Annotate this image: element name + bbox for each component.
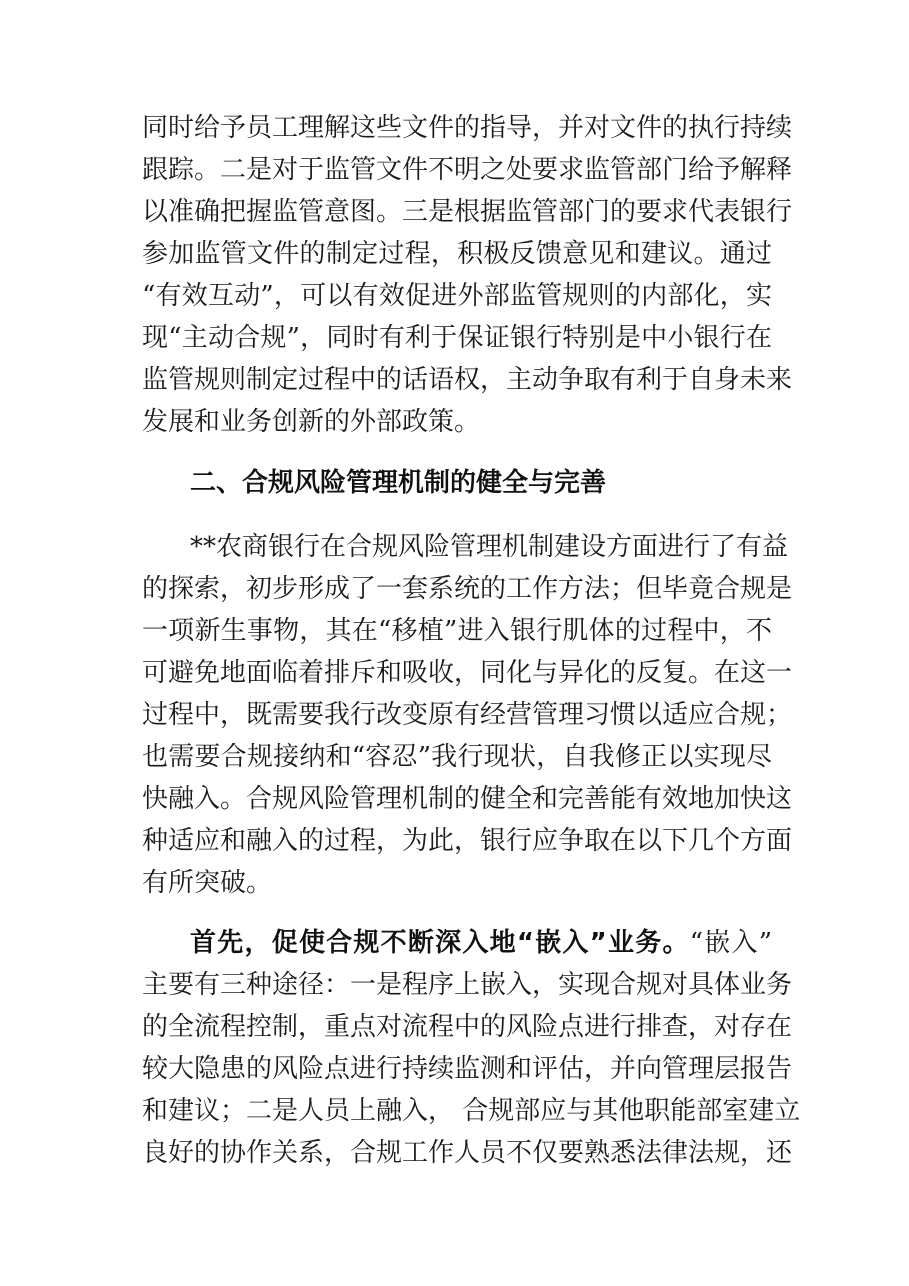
paragraph-1-line-3: 以准确把握监管意图。三是根据监管部门的要求代表银行 [142, 197, 793, 227]
paragraph-3-line-4: 较大隐患的风险点进行持续监测和评估，并向管理层报告 [142, 1054, 793, 1084]
paragraph-3-bold-lead: 首先，促使合规不断深入地“嵌入”业务。 [190, 928, 690, 958]
paragraph-1-line-8: 发展和业务创新的外部政策。 [142, 407, 481, 437]
paragraph-1-line-7: 监管规则制定过程中的话语权，主动争取有利于自身未来 [142, 365, 793, 395]
paragraph-3-line-3: 的全流程控制，重点对流程中的风险点进行排查，对存在 [142, 1012, 793, 1042]
paragraph-2-line-3: 一项新生事物，其在“移植”进入银行肌体的过程中，不 [142, 616, 772, 646]
paragraph-2-line-6: 也需要合规接纳和“容忍”我行现状，自我修正以实现尽 [142, 742, 772, 772]
paragraph-2-line-4: 可避免地面临着排斥和吸收，同化与异化的反复。在这一 [142, 658, 793, 688]
paragraph-1-line-5: “有效互动”，可以有效促进外部监管规则的内部化，实 [142, 281, 772, 311]
paragraph-2-line-7: 快融入。合规风险管理机制的健全和完善能有效地加快这 [142, 784, 793, 814]
paragraph-2-line-9: 有所突破。 [142, 868, 273, 898]
paragraph-2-line-1: **农商银行在合规风险管理机制建设方面进行了有益 [190, 532, 789, 562]
paragraph-1-line-6: 现“主动合规”，同时有利于保证银行特别是中小银行在 [142, 323, 772, 353]
paragraph-3-line-1 [190, 923, 772, 963]
paragraph-2-line-2: 的探索，初步形成了一套系统的工作方法；但毕竟合规是 [142, 574, 793, 604]
paragraph-1-line-2: 跟踪。二是对于监管文件不明之处要求监管部门给予解释 [142, 155, 793, 185]
section-heading: 二、合规风险管理机制的健全与完善 [190, 468, 607, 498]
paragraph-2-line-8: 种适应和融入的过程，为此，银行应争取在以下几个方面 [142, 826, 793, 856]
paragraph-3-line-6: 良好的协作关系，合规工作人员不仅要熟悉法律法规，还 [142, 1138, 793, 1168]
paragraph-1-line-4: 参加监管文件的制定过程，积极反馈意见和建议。通过 [142, 239, 772, 269]
paragraph-2-line-5: 过程中，既需要我行改变原有经营管理习惯以适应合规； [142, 700, 793, 730]
paragraph-3-line-2: 主要有三种途径：一是程序上嵌入，实现合规对具体业务 [142, 970, 793, 1000]
paragraph-3-line-5: 和建议；二是人员上融入， 合规部应与其他职能部室建立 [142, 1096, 801, 1126]
paragraph-3-first-line-rest: “嵌入” [689, 928, 772, 958]
paragraph-1-line-1: 同时给予员工理解这些文件的指导，并对文件的执行持续 [142, 113, 793, 143]
